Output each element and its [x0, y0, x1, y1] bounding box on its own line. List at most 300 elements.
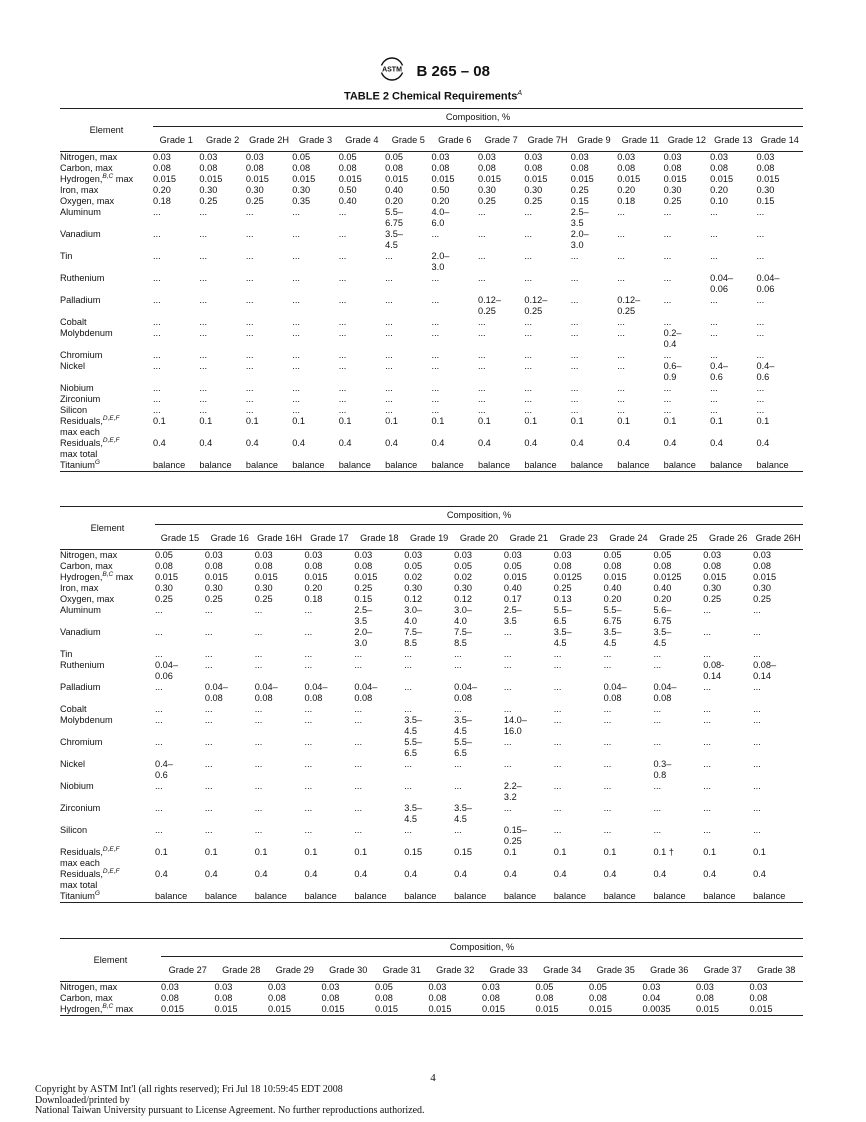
composition-value: ...	[703, 715, 711, 725]
composition-value: 0.4	[663, 438, 677, 448]
composition-value: ...	[338, 383, 347, 393]
composition-value: 0.25	[553, 583, 572, 593]
composition-value: 0.08	[292, 163, 311, 173]
composition-value: 0.03	[482, 982, 500, 992]
composition-value: 0.10	[710, 196, 728, 206]
composition-value: 0.4	[204, 869, 218, 879]
composition-value: 0.30	[245, 185, 264, 195]
composition-value: ...	[204, 781, 213, 791]
composition-value: 0.15	[570, 196, 589, 206]
composition-value: 5.5– 6.5	[553, 605, 572, 626]
composition-value: ...	[385, 350, 393, 360]
composition-value: ...	[304, 704, 313, 714]
composition-value: ...	[710, 317, 718, 327]
table-row	[60, 847, 803, 869]
element-name: Ruthenium	[60, 273, 105, 283]
table-row	[60, 350, 803, 361]
grade-header: Grade 6	[432, 127, 478, 152]
composition-value: ...	[153, 295, 161, 305]
composition-value: 0.08	[375, 993, 393, 1003]
element-name: Residuals,$^{D,E,F}$ max total	[60, 867, 120, 890]
composition-value: ...	[553, 737, 562, 747]
grade-header: Grade 2	[199, 127, 245, 152]
composition-value: balance	[205, 891, 255, 903]
composition-value: ...	[503, 803, 512, 813]
composition-value: 0.015	[204, 572, 228, 582]
composition-value: ...	[553, 825, 562, 835]
composition-value: ...	[454, 759, 462, 769]
table-row	[60, 572, 803, 583]
table-row	[60, 550, 803, 562]
composition-value: ...	[155, 803, 163, 813]
composition-value: 0.18	[153, 196, 171, 206]
composition-value: ...	[245, 295, 254, 305]
composition-value: ...	[753, 704, 761, 714]
composition-value: ...	[617, 207, 625, 217]
composition-value: ...	[199, 405, 208, 415]
composition-value: 5.6– 6.75	[653, 605, 672, 626]
composition-value: 0.03	[617, 152, 636, 162]
composition-value: ...	[385, 251, 393, 261]
composition-value: 0.015	[589, 1004, 643, 1016]
composition-value: ...	[304, 715, 313, 725]
composition-value: ...	[553, 715, 562, 725]
element-name: Niobium	[60, 383, 94, 393]
composition-value: ...	[245, 273, 254, 283]
table-row	[60, 251, 803, 273]
composition-value: ...	[385, 273, 393, 283]
composition-value: 0.08	[338, 163, 357, 173]
composition-value: ...	[292, 328, 300, 338]
composition-value: 0.13	[553, 594, 572, 604]
composition-value: 0.08	[524, 163, 543, 173]
composition-value: 0.08	[553, 561, 572, 571]
grade-header: Grade 14	[756, 127, 803, 152]
table-row	[60, 207, 803, 229]
composition-value: 0.1	[354, 847, 368, 857]
grade-header: Grade 28	[215, 957, 269, 982]
composition-value: 0.12– 0.25	[524, 295, 548, 316]
composition-value: 0.4	[553, 869, 567, 879]
grade-header: Grade 23	[554, 525, 604, 550]
composition-value: 0.03	[268, 982, 286, 992]
composition-value: 0.4	[385, 438, 398, 448]
composition-value: 0.15	[404, 847, 423, 857]
composition-value: ...	[756, 328, 765, 338]
composition-value: 3.5– 4.5	[553, 627, 572, 648]
element-name: Vanadium	[60, 627, 101, 637]
composition-value: 0.1	[553, 847, 567, 857]
composition-value: ...	[663, 350, 672, 360]
chemical-table-grades-15-26h	[60, 506, 803, 903]
composition-value: 0.015	[354, 572, 378, 582]
composition-value: ...	[199, 207, 208, 217]
composition-value: ...	[477, 251, 486, 261]
grade-header: Grade 7H	[524, 127, 570, 152]
composition-value: 0.015	[570, 174, 594, 184]
composition-value: ...	[454, 704, 462, 714]
composition-value: ...	[292, 273, 300, 283]
table-row	[60, 295, 803, 317]
composition-value: ...	[204, 803, 213, 813]
element-name: Palladium	[60, 295, 101, 305]
composition-value: ...	[454, 825, 462, 835]
composition-value: ...	[245, 207, 254, 217]
composition-value: ...	[603, 781, 612, 791]
composition-value: ...	[354, 715, 363, 725]
chemical-table-grades-1-14	[60, 108, 803, 472]
composition-value: 0.30	[753, 583, 772, 593]
composition-value: ...	[477, 394, 486, 404]
composition-value: 0.1	[703, 847, 717, 857]
composition-value: 0.1	[431, 416, 445, 426]
composition-value: 0.08– 0.14	[753, 660, 777, 681]
element-header: Element	[60, 109, 153, 152]
composition-value: ...	[553, 781, 562, 791]
composition-value: ...	[503, 704, 512, 714]
composition-value: ...	[477, 350, 486, 360]
composition-value: 0.02	[404, 572, 423, 582]
composition-value: ...	[703, 682, 711, 692]
composition-value: ...	[199, 383, 208, 393]
composition-value: ...	[153, 229, 161, 239]
composition-value: ...	[603, 803, 612, 813]
composition-value: 0.1	[153, 416, 166, 426]
composition-value: ...	[570, 394, 579, 404]
composition-value: 0.4	[404, 869, 417, 879]
table-row	[60, 891, 803, 903]
grade-header: Grade 2H	[246, 127, 292, 152]
composition-value: ...	[199, 394, 208, 404]
grade-header: Grade 32	[429, 957, 483, 982]
composition-value: ...	[524, 361, 533, 371]
table-row	[60, 273, 803, 295]
composition-value: ...	[292, 251, 300, 261]
composition-value: 0.05	[603, 550, 622, 560]
composition-value: ...	[524, 317, 533, 327]
element-name: Cobalt	[60, 704, 87, 714]
composition-value: ...	[254, 803, 263, 813]
composition-value: 0.03	[428, 982, 447, 992]
composition-value: 0.015	[524, 174, 548, 184]
composition-value: ...	[431, 273, 440, 283]
composition-value: ...	[354, 825, 363, 835]
composition-value: ...	[603, 704, 612, 714]
composition-value: 7.5– 8.5	[404, 627, 423, 648]
composition-value: ...	[204, 660, 213, 670]
composition-value: 2.5– 3.5	[503, 605, 522, 626]
element-name: Ruthenium	[60, 660, 105, 670]
composition-value: ...	[431, 317, 440, 327]
composition-value: 0.20	[431, 196, 450, 206]
composition-value: ...	[663, 317, 672, 327]
composition-value: 0.18	[304, 594, 323, 604]
element-name: Iron, max	[60, 185, 99, 195]
element-name: Cobalt	[60, 317, 87, 327]
composition-value: ...	[338, 207, 347, 217]
composition-value: 0.03	[199, 152, 218, 162]
composition-value: ...	[710, 207, 718, 217]
composition-value: 0.03	[431, 152, 450, 162]
composition-value: ...	[204, 759, 213, 769]
composition-value: 0.20	[617, 185, 636, 195]
composition-value: ...	[710, 383, 718, 393]
grade-header: Grade 13	[710, 127, 756, 152]
table-row	[60, 737, 803, 759]
composition-value: 0.12	[454, 594, 472, 604]
composition-value: ...	[756, 394, 765, 404]
composition-value: balance	[703, 891, 753, 903]
composition-value: ...	[155, 737, 163, 747]
composition-value: ...	[570, 361, 579, 371]
composition-value: ...	[503, 660, 512, 670]
composition-value: 0.4	[199, 438, 213, 448]
composition-value: ...	[404, 759, 412, 769]
composition-value: ...	[477, 207, 486, 217]
composition-value: ...	[254, 649, 263, 659]
composition-value: ...	[756, 405, 765, 415]
composition-value: ...	[617, 350, 625, 360]
composition-value: ...	[153, 394, 161, 404]
composition-value: 0.04– 0.08	[603, 682, 627, 703]
composition-value: ...	[603, 825, 612, 835]
composition-value: ...	[756, 229, 765, 239]
composition-value: 0.4	[653, 869, 667, 879]
composition-value: ...	[617, 273, 625, 283]
composition-value: ...	[553, 682, 562, 692]
composition-value: 3.5– 4.5	[454, 803, 472, 824]
composition-value: ...	[710, 295, 718, 305]
composition-value: ...	[245, 394, 254, 404]
composition-value: ...	[653, 737, 662, 747]
composition-value: ...	[199, 273, 208, 283]
table-row	[60, 405, 803, 416]
composition-value: 0.40	[603, 583, 622, 593]
grade-header: Grade 3	[292, 127, 338, 152]
composition-value: ...	[245, 383, 254, 393]
composition-value: ...	[304, 803, 313, 813]
composition-value: ...	[524, 207, 533, 217]
element-name: Nitrogen, max	[60, 152, 118, 162]
element-name: Vanadium	[60, 229, 101, 239]
composition-value: 0.25	[155, 594, 173, 604]
composition-value: 0.4	[292, 438, 306, 448]
chemical-table-grades-27-38	[60, 938, 803, 1016]
composition-value: 0.20	[653, 594, 672, 604]
composition-value: 0.08	[268, 993, 286, 1003]
composition-value: 0.04– 0.08	[204, 682, 228, 703]
composition-value: ...	[153, 251, 161, 261]
composition-value: ...	[338, 295, 347, 305]
element-name: Zirconium	[60, 394, 101, 404]
grade-header: Grade 12	[664, 127, 710, 152]
composition-value: 0.03	[161, 982, 179, 992]
element-name: Hydrogen,$^{B,C}$ max	[60, 172, 134, 184]
composition-value: 0.08	[477, 163, 496, 173]
composition-value: balance	[664, 460, 710, 472]
composition-value: 0.015	[268, 1004, 322, 1016]
composition-value: 0.08	[570, 163, 589, 173]
document-id: B 265 – 08	[416, 63, 490, 80]
composition-value: 0.03	[749, 982, 768, 992]
composition-value: 0.015	[431, 174, 455, 184]
composition-header: Composition, %	[155, 507, 803, 525]
composition-value: ...	[153, 207, 161, 217]
composition-value: ...	[603, 715, 612, 725]
composition-value: balance	[339, 460, 385, 472]
composition-value: ...	[304, 660, 313, 670]
composition-value: balance	[454, 891, 504, 903]
table-row	[60, 163, 803, 174]
composition-value: ...	[431, 295, 440, 305]
element-name: Tin	[60, 251, 73, 261]
composition-value: 0.1	[385, 416, 398, 426]
element-name: Nitrogen, max	[60, 550, 118, 560]
composition-value: 0.04– 0.06	[710, 273, 734, 294]
grade-header: Grade 11	[617, 127, 663, 152]
composition-value: balance	[653, 891, 703, 903]
table-row	[60, 460, 803, 472]
composition-value: ...	[524, 383, 533, 393]
composition-value: 0.12	[404, 594, 423, 604]
composition-value: 2.2– 3.2	[503, 781, 522, 802]
composition-value: ...	[338, 317, 347, 327]
composition-value: 0.2– 0.4	[663, 328, 682, 349]
composition-value: 0.03	[404, 550, 423, 560]
document-header	[0, 56, 866, 87]
composition-value: 0.05	[338, 152, 357, 162]
composition-value: 0.03	[553, 550, 572, 560]
composition-value: 0.4	[454, 869, 467, 879]
composition-value: ...	[199, 350, 208, 360]
composition-value: 0.03	[321, 982, 340, 992]
astm-logo-icon	[376, 56, 408, 87]
table-row	[60, 682, 803, 704]
composition-value: ...	[553, 649, 562, 659]
composition-value: ...	[553, 660, 562, 670]
composition-value: ...	[431, 350, 440, 360]
svg-text:ASTM: ASTM	[382, 66, 402, 74]
table-row	[60, 982, 803, 994]
composition-value: 0.015	[215, 1004, 269, 1016]
composition-value: balance	[524, 460, 570, 472]
composition-value: ...	[710, 251, 718, 261]
composition-value: ...	[199, 229, 208, 239]
composition-value: 0.4	[254, 869, 268, 879]
composition-value: 3.5– 4.5	[454, 715, 472, 736]
composition-value: 0.25	[570, 185, 589, 195]
composition-value: 0.03	[703, 550, 722, 560]
composition-value: ...	[570, 350, 579, 360]
composition-value: ...	[524, 251, 533, 261]
composition-value: 0.015	[603, 572, 627, 582]
composition-value: 0.04– 0.06	[756, 273, 780, 294]
grade-header: Grade 38	[750, 957, 804, 982]
element-name: Titanium$^G$	[60, 460, 153, 472]
composition-value: 0.015	[304, 572, 328, 582]
composition-value: ...	[710, 328, 718, 338]
grade-header: Grade 19	[404, 525, 454, 550]
composition-value: 0.03	[354, 550, 373, 560]
composition-value: 0.4	[710, 438, 723, 448]
element-name: Carbon, max	[60, 561, 113, 571]
composition-value: 0.30	[199, 185, 218, 195]
composition-value: 0.30	[404, 583, 423, 593]
element-name: Oxygen, max	[60, 594, 115, 604]
composition-value: 0.30	[204, 583, 223, 593]
composition-value: 0.4	[524, 438, 538, 448]
composition-value: balance	[305, 891, 355, 903]
composition-value: ...	[204, 627, 213, 637]
composition-value: 0.4– 0.6	[155, 759, 173, 780]
composition-value: ...	[155, 627, 163, 637]
composition-value: ...	[153, 383, 161, 393]
composition-value: ...	[570, 328, 579, 338]
composition-value: 0.015	[753, 572, 777, 582]
element-name: Titanium$^G$	[60, 891, 155, 903]
composition-value: 0.25	[663, 196, 682, 206]
table-row	[60, 803, 803, 825]
element-name: Palladium	[60, 682, 101, 692]
composition-value: ...	[710, 394, 718, 404]
composition-value: balance	[155, 891, 205, 903]
table-title: TABLE 2 Chemical Requirements$^A$	[343, 90, 523, 103]
composition-value: 0.08	[428, 993, 447, 1003]
composition-value: ...	[304, 825, 313, 835]
composition-value: 0.03	[663, 152, 682, 162]
composition-value: 0.4– 0.6	[756, 361, 775, 382]
table-row	[60, 317, 803, 328]
composition-value: ...	[663, 229, 672, 239]
composition-value: 0.12– 0.25	[617, 295, 641, 316]
composition-value: ...	[753, 605, 761, 615]
grade-header: Grade 36	[643, 957, 697, 982]
composition-value: ...	[753, 781, 761, 791]
composition-value: ...	[254, 627, 263, 637]
composition-value: ...	[756, 350, 765, 360]
composition-value: 0.03	[642, 982, 661, 992]
composition-value: ...	[354, 759, 363, 769]
grade-header: Grade 26H	[753, 525, 803, 550]
composition-value: ...	[245, 251, 254, 261]
composition-value: ...	[553, 803, 562, 813]
composition-value: 0.08	[385, 163, 403, 173]
element-name: Hydrogen,$^{B,C}$ max	[60, 1004, 161, 1016]
composition-value: 3.5– 4.5	[404, 715, 423, 736]
grade-header: Grade 20	[454, 525, 504, 550]
element-name: Oxygen, max	[60, 196, 115, 206]
table-row	[60, 328, 803, 350]
composition-value: ...	[292, 350, 300, 360]
composition-value: ...	[254, 715, 263, 725]
composition-value: ...	[153, 350, 161, 360]
composition-value: ...	[477, 229, 486, 239]
composition-value: ...	[617, 251, 625, 261]
composition-value: 0.15– 0.25	[503, 825, 527, 846]
composition-value: ...	[663, 394, 672, 404]
composition-value: 0.015	[750, 1004, 804, 1016]
composition-value: 0.08	[482, 993, 500, 1003]
composition-value: ...	[204, 704, 213, 714]
composition-value: 0.30	[524, 185, 543, 195]
grade-header: Grade 30	[322, 957, 376, 982]
composition-value: ...	[292, 295, 300, 305]
composition-value: ...	[304, 737, 313, 747]
composition-value: balance	[478, 460, 524, 472]
element-name: Chromium	[60, 350, 103, 360]
composition-value: ...	[553, 759, 562, 769]
composition-value: ...	[354, 737, 363, 747]
